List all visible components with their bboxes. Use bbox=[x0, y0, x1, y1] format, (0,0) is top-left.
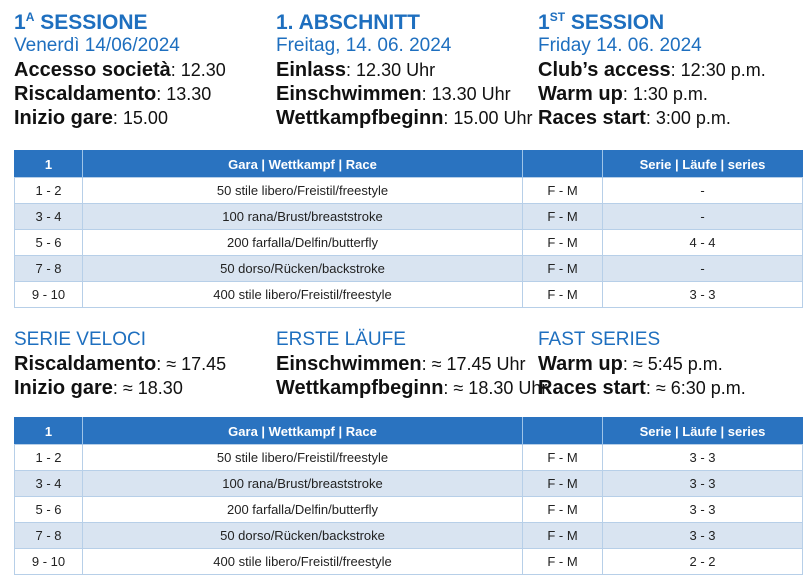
fast-de-line: Wettkampfbeginn: ≈ 18.30 Uhr bbox=[276, 377, 548, 399]
session-en-title: 1ST SESSION bbox=[538, 10, 665, 34]
column-header: Gara | Wettkampf | Race bbox=[83, 151, 523, 178]
schedule-table-2 bbox=[14, 417, 803, 575]
table-row bbox=[15, 471, 803, 497]
table-row bbox=[15, 282, 803, 308]
cell-race: 400 stile libero/Freistil/freestyle bbox=[83, 549, 523, 575]
fast-en-line: Races start: ≈ 6:30 p.m. bbox=[538, 377, 746, 399]
fast-de bbox=[276, 328, 547, 400]
fast-it-title: SERIE VELOCI bbox=[14, 329, 146, 350]
session-de-line: Wettkampfbeginn: 15.00 Uhr bbox=[276, 107, 533, 129]
cell-gender: F - M bbox=[523, 549, 603, 575]
cell-series: 2 - 2 bbox=[603, 549, 803, 575]
table-row bbox=[15, 523, 803, 549]
cell-event: 5 - 6 bbox=[15, 497, 83, 523]
fast-de-title: ERSTE LÄUFE bbox=[276, 329, 406, 350]
cell-event: 7 - 8 bbox=[15, 256, 83, 282]
schedule-table-1 bbox=[14, 150, 803, 308]
cell-gender: F - M bbox=[523, 471, 603, 497]
table-row bbox=[15, 204, 803, 230]
session-it-line: Riscaldamento: 13.30 bbox=[14, 83, 212, 105]
session-it bbox=[14, 12, 226, 130]
cell-race: 50 dorso/Rücken/backstroke bbox=[83, 523, 523, 549]
column-header: 1 bbox=[15, 418, 83, 445]
session-it-line: Accesso società: 12.30 bbox=[14, 59, 226, 81]
table-header-row bbox=[15, 151, 803, 178]
column-header: Gara | Wettkampf | Race bbox=[83, 418, 523, 445]
cell-gender: F - M bbox=[523, 204, 603, 230]
cell-series: - bbox=[603, 204, 803, 230]
table-row bbox=[15, 497, 803, 523]
cell-event: 5 - 6 bbox=[15, 230, 83, 256]
fast-en bbox=[538, 328, 746, 400]
cell-series: 3 - 3 bbox=[603, 471, 803, 497]
cell-gender: F - M bbox=[523, 230, 603, 256]
cell-race: 100 rana/Brust/breaststroke bbox=[83, 204, 523, 230]
session-de-title: 1. ABSCHNITT bbox=[276, 11, 420, 34]
cell-series: 3 - 3 bbox=[603, 445, 803, 471]
cell-event: 9 - 10 bbox=[15, 549, 83, 575]
cell-gender: F - M bbox=[523, 523, 603, 549]
cell-gender: F - M bbox=[523, 256, 603, 282]
session-it-title: $1^A$ SESSIONE bbox=[14, 10, 148, 34]
cell-series: 3 - 3 bbox=[603, 282, 803, 308]
cell-series: - bbox=[603, 178, 803, 204]
cell-event: 1 - 2 bbox=[15, 178, 83, 204]
table-header-row bbox=[15, 418, 803, 445]
column-header bbox=[523, 418, 603, 445]
session-en-date: Friday 14. 06. 2024 bbox=[538, 35, 702, 56]
cell-event: 7 - 8 bbox=[15, 523, 83, 549]
table-row bbox=[15, 230, 803, 256]
cell-race: 200 farfalla/Delfin/butterfly bbox=[83, 497, 523, 523]
cell-series: - bbox=[603, 256, 803, 282]
column-header bbox=[523, 151, 603, 178]
column-header: 1 bbox=[15, 151, 83, 178]
cell-race: 100 rana/Brust/breaststroke bbox=[83, 471, 523, 497]
session-de bbox=[276, 12, 532, 130]
cell-event: 1 - 2 bbox=[15, 445, 83, 471]
cell-gender: F - M bbox=[523, 445, 603, 471]
table-row bbox=[15, 549, 803, 575]
table-row bbox=[15, 178, 803, 204]
column-header: Serie | Läufe | series bbox=[603, 418, 803, 445]
session-de-date: Freitag, 14. 06. 2024 bbox=[276, 35, 452, 56]
session-it-date: Venerdì 14/06/2024 bbox=[14, 35, 180, 56]
cell-race: 50 stile libero/Freistil/freestyle bbox=[83, 445, 523, 471]
fast-it-line: Riscaldamento: ≈ 17.45 bbox=[14, 353, 227, 375]
session-en bbox=[538, 12, 766, 130]
session-en-line: Warm up: 1:30 p.m. bbox=[538, 83, 708, 105]
cell-race: 50 stile libero/Freistil/freestyle bbox=[83, 178, 523, 204]
fast-it-line: Inizio gare: ≈ 18.30 bbox=[14, 377, 183, 399]
cell-series: 4 - 4 bbox=[603, 230, 803, 256]
cell-series: 3 - 3 bbox=[603, 523, 803, 549]
session-en-line: Club’s access: 12:30 p.m. bbox=[538, 59, 766, 81]
cell-event: 9 - 10 bbox=[15, 282, 83, 308]
session-en-line: Races start: 3:00 p.m. bbox=[538, 107, 731, 129]
fast-de-line: Einschwimmen: ≈ 17.45 Uhr bbox=[276, 353, 526, 375]
cell-gender: F - M bbox=[523, 497, 603, 523]
cell-event: 3 - 4 bbox=[15, 204, 83, 230]
cell-event: 3 - 4 bbox=[15, 471, 83, 497]
table-row bbox=[15, 256, 803, 282]
fast-it bbox=[14, 328, 226, 400]
cell-race: 50 dorso/Rücken/backstroke bbox=[83, 256, 523, 282]
fast-en-title: FAST SERIES bbox=[538, 329, 661, 350]
session-de-line: Einlass: 12.30 Uhr bbox=[276, 59, 436, 81]
cell-gender: F - M bbox=[523, 282, 603, 308]
column-header: Serie | Läufe | series bbox=[603, 151, 803, 178]
fast-en-line: Warm up: ≈ 5:45 p.m. bbox=[538, 353, 723, 375]
cell-series: 3 - 3 bbox=[603, 497, 803, 523]
table-row bbox=[15, 445, 803, 471]
cell-gender: F - M bbox=[523, 178, 603, 204]
cell-race: 200 farfalla/Delfin/butterfly bbox=[83, 230, 523, 256]
session-de-line: Einschwimmen: 13.30 Uhr bbox=[276, 83, 511, 105]
cell-race: 400 stile libero/Freistil/freestyle bbox=[83, 282, 523, 308]
session-it-line: Inizio gare: 15.00 bbox=[14, 107, 168, 129]
